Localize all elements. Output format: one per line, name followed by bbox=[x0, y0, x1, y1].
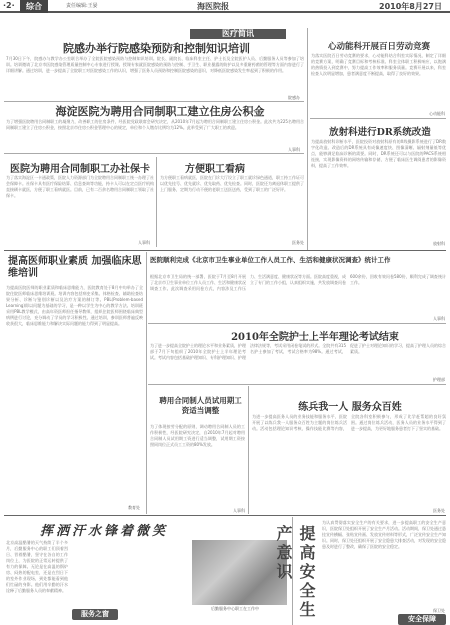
article-body-ecg-competition: 为落实医院百日劳动竞赛的要求，心动能科结合科室实际情况，制定了详细的竞赛方案，明确了竞赛目标和考核标准。科室全体职工积极响应，以饱满的热情投入到竞赛中，努力提高工作效率和服务质量。竞赛开展以来，科室检查人次明显增加，患者满意度不断提高，取得了良好的效果。 bbox=[311, 53, 446, 76]
article-body-sweat-smile: 北京高温酷暑的天气持续了半个多月，后勤服务中心的职工们顶着烈日、冒着酷暑，坚守在各自的工作岗位上，为医院的正常运转提供了有力的保障。无论是在高温的锅炉房、闷热的配电室，还是在烈日下的室外作业现场，到处都能看到他们忙碌的身影。他们用辛勤的汗水诠释了后勤服务人员的奉献精神。 bbox=[6, 540, 68, 593]
tag-service-window: 服务之窗 bbox=[72, 609, 118, 620]
article-sig-safety: 保卫处 bbox=[433, 608, 445, 613]
article-body-staff-treatment: 为方便职工看病就医，医院在门诊大厅设立了职工就诊绿色通道，职工持工作证可以优先挂号、优先就诊、优先取药、优先检查。同时，医院还为离退休职工提供了上门服务，定期为行动不便的老职工送医送药，受到了职工的广泛好评。 bbox=[160, 175, 304, 192]
newspaper-name: 海医院报 bbox=[197, 1, 229, 11]
article-body-safety: 为认真贯彻落实安全生产的有关要求，进一步提高职工的安全生产意识，医院保卫处组织开展了安全生产月活动。活动期间，保卫处通过悬挂宣传横幅、张贴宣传画、发放宣传材料等形式，广泛宣传安全生产知识。同时，保卫处还组织开展了安全隐患大排查活动，对发现的安全隐患及时进行了整改，确保了医院的安全稳定。 bbox=[322, 520, 446, 549]
article-title-physician-training-text: 提高医师职业素质 加强临床思维培训 bbox=[8, 256, 142, 279]
article-title-staff-treatment: 方便职工看病 bbox=[185, 164, 245, 175]
editor-credit: 责任编辑:王晏 bbox=[66, 3, 98, 9]
article-sig-ecg-competition: 心动能科 bbox=[429, 111, 445, 116]
article-sig-infection-training: 院感办 bbox=[288, 95, 300, 100]
article-title-physician-training bbox=[8, 256, 143, 280]
article-body-housing-fund: 为了增强医院聘用合同制职工的凝聚力，改善职工的住房条件，经医院党政联席会研究决定，从2010年7月起为聘用合同制职工建立住房公积金。此次共为225名聘用合同制职工建立了住房公积金，按照北京市住房公积金管理中心的规定，单位和个人缴存比例均为12%。此举受到了广大职工的欢迎。 bbox=[6, 119, 304, 130]
section-label: 综合 bbox=[20, 0, 48, 13]
article-sig-housing-fund: 人事科 bbox=[288, 147, 300, 152]
article-sig-nurse-exam: 护理部 bbox=[433, 377, 445, 382]
article-title-social-security: 医院为聘用合同制职工办社保卡 bbox=[10, 164, 150, 175]
article-sig-social-security: 人事科 bbox=[138, 240, 150, 245]
article-title-survey: 医院顺利完成《北京市卫生事业单位工作人员工作、生活和健康状况调查》统计工作 bbox=[150, 256, 391, 264]
article-sig-dr-system: 放射科 bbox=[433, 241, 445, 246]
article-title-salary: 聘用合同制人员试用期工资适当调整 bbox=[159, 396, 242, 415]
article-title-dr-system: 放射科进行DR系统改造 bbox=[329, 127, 431, 138]
page-header bbox=[0, 0, 450, 13]
article-body-nurse-exam: 为了进一步提高全院护士的理论水平和业务素质，护理部于7月下旬组织了2010年全院护士上半年理论考试。考试内容包括基础护理知识、专科护理知识、护理法律法规等，考试采用闭卷笔试的形式。全院共有315名护士参加了考试，考试合格率为98%。通过考试，促进了护士对理论知识的学习，提高了护理人员的综合素质。 bbox=[150, 343, 446, 360]
article-body-survey: 根据北京市卫生局的统一部署，医院于7月至8月开展了北京市卫生事业单位工作人员工作、生活和健康状况调查工作。此次调查采用问卷方式，内容涉及工作压力、生活满意度、健康状况等方面。医院高度重视，成立了专门的工作小组，认真组织实施，共发放调查问卷600余份，回收有效问卷580份，顺利完成了调查统计工作。 bbox=[150, 274, 446, 291]
article-title-nurse-exam: 2010年全院护士上半年理论考试结束 bbox=[231, 332, 399, 343]
article-body-skill-training: 为进一步提高医务人员的业务技能和服务水平，医院开展了以练兵我一人服务众百姓为主题的岗位练兵活动。活动包括理论知识考核、操作技能比赛等内容，全院各科室积极参与，形成了比学赶帮超的良好氛围。通过岗位练兵活动，医务人员的业务水平得到了进一步提高，为更好地服务患者打下了坚实的基础。 bbox=[252, 414, 446, 431]
article-title-infection-training: 院感办举行院感染预防和控制知识培训 bbox=[63, 42, 250, 55]
article-sig-staff-treatment: 医务处 bbox=[292, 240, 304, 245]
photo-caption: 后勤服务中心职工在工作中 bbox=[211, 606, 259, 611]
article-sig-skill-training: 医务处 bbox=[433, 508, 445, 513]
article-title-housing-fund: 海淀医院为聘用合同制职工建立住房公积金 bbox=[55, 105, 265, 118]
article-sig-survey: 人事科 bbox=[433, 316, 445, 321]
tag-safety-guarantee: 安全保障 bbox=[398, 614, 446, 625]
article-sig-salary: 人事科 bbox=[233, 508, 245, 513]
article-body-salary: 为了体现按劳分配的原则，调动聘用合同制人员的工作积极性，经医院研究决定，自2010年7月起对聘用合同制人员试用期工资进行适当调整，试用期工资按照同岗位正式员工工资的80%发放。 bbox=[150, 424, 245, 447]
article-body-physician-training: 为提高医院医师的职业素质和临床思维能力，医院教育处于8月中旬举办了全院住院医师临床思维培训班。培训内容包括病史采集、体格检查、辅助检查结果分析、诊断与鉴别诊断以及治疗方案的制订等。PBL(Problem-based Learning)即以问题为基础的学习，是一种以学生为中心的教学方法。培训班采用PBL教学模式，由高年资医师担任指导教师，组织住院医师围绕临床典型病例进行讨论，充分调动了学员的学习积极性。通过培训，参训医师普遍反映收获很大，临床思维能力和解决实际问题的能力得到了明显提高。 bbox=[6, 285, 143, 326]
article-title-sweat-smile: 挥洒汗水锋着微笑 bbox=[40, 524, 169, 539]
article-body-sweat-smile-cont bbox=[120, 540, 188, 618]
article-body-infection-training: 7月30日下午，院感办与教学办公室联合举办了全院医院感染预防与控制知识培训。院长、副院长、临床科室主任、护士长及全院医护人员、后勤服务人员等参加了培训。培训邀请了北京市医院感染管理质量控制中心专家进行授课。授课专家就医院感染的预防与控制、手卫生、职业暴露的防护以及多重耐药菌的管理等方面内容进行了详细讲解。通过培训，进一步提高了全院职工对医院感染工作的认识，增强了医务人员预防和控制医院感染的意识，对降低医院感染发生率起到了积极的作用。 bbox=[6, 56, 304, 73]
article-sig-physician-training: 教育处 bbox=[128, 505, 140, 510]
article-title-safety: 提高安全生产意识 bbox=[274, 525, 316, 620]
news-brief-banner: 医疗简讯 bbox=[190, 29, 286, 39]
article-title-skill-training: 练兵我一人 服务众百姓 bbox=[298, 402, 402, 413]
article-title-ecg-competition: 心动能科开展百日劳动竞赛 bbox=[327, 42, 430, 52]
issue-date: 2010年8月27日 bbox=[379, 2, 442, 11]
article-body-dr-system: 为提高放射科诊断水平，医院投资对放射科原有的X线摄影系统进行了DR数字化改造。改造后的DR系统具有成像速度快、图像清晰、辐射剂量低等优点，能够满足临床诊断的需要。同时，DR系统还可以与医院的PACS系统相连接，实现影像资料的网络传输和存储，方便了临床医生调阅患者的影像资料，提高了工作效率。 bbox=[311, 139, 446, 168]
article-body-social-security: 为了落实海淀区一卡通政策，医院人力资源部门为全院聘用合同制职工统一办理了社会保障卡。社保卡具有医疗保险结算、信息查询等功能，持卡人可以在定点医疗机构直接刷卡就医，方便了职工看病就医。目前，已有二百余名聘用合同制职工领取了社保卡。 bbox=[6, 175, 154, 198]
page-number: ·2· bbox=[3, 1, 15, 10]
